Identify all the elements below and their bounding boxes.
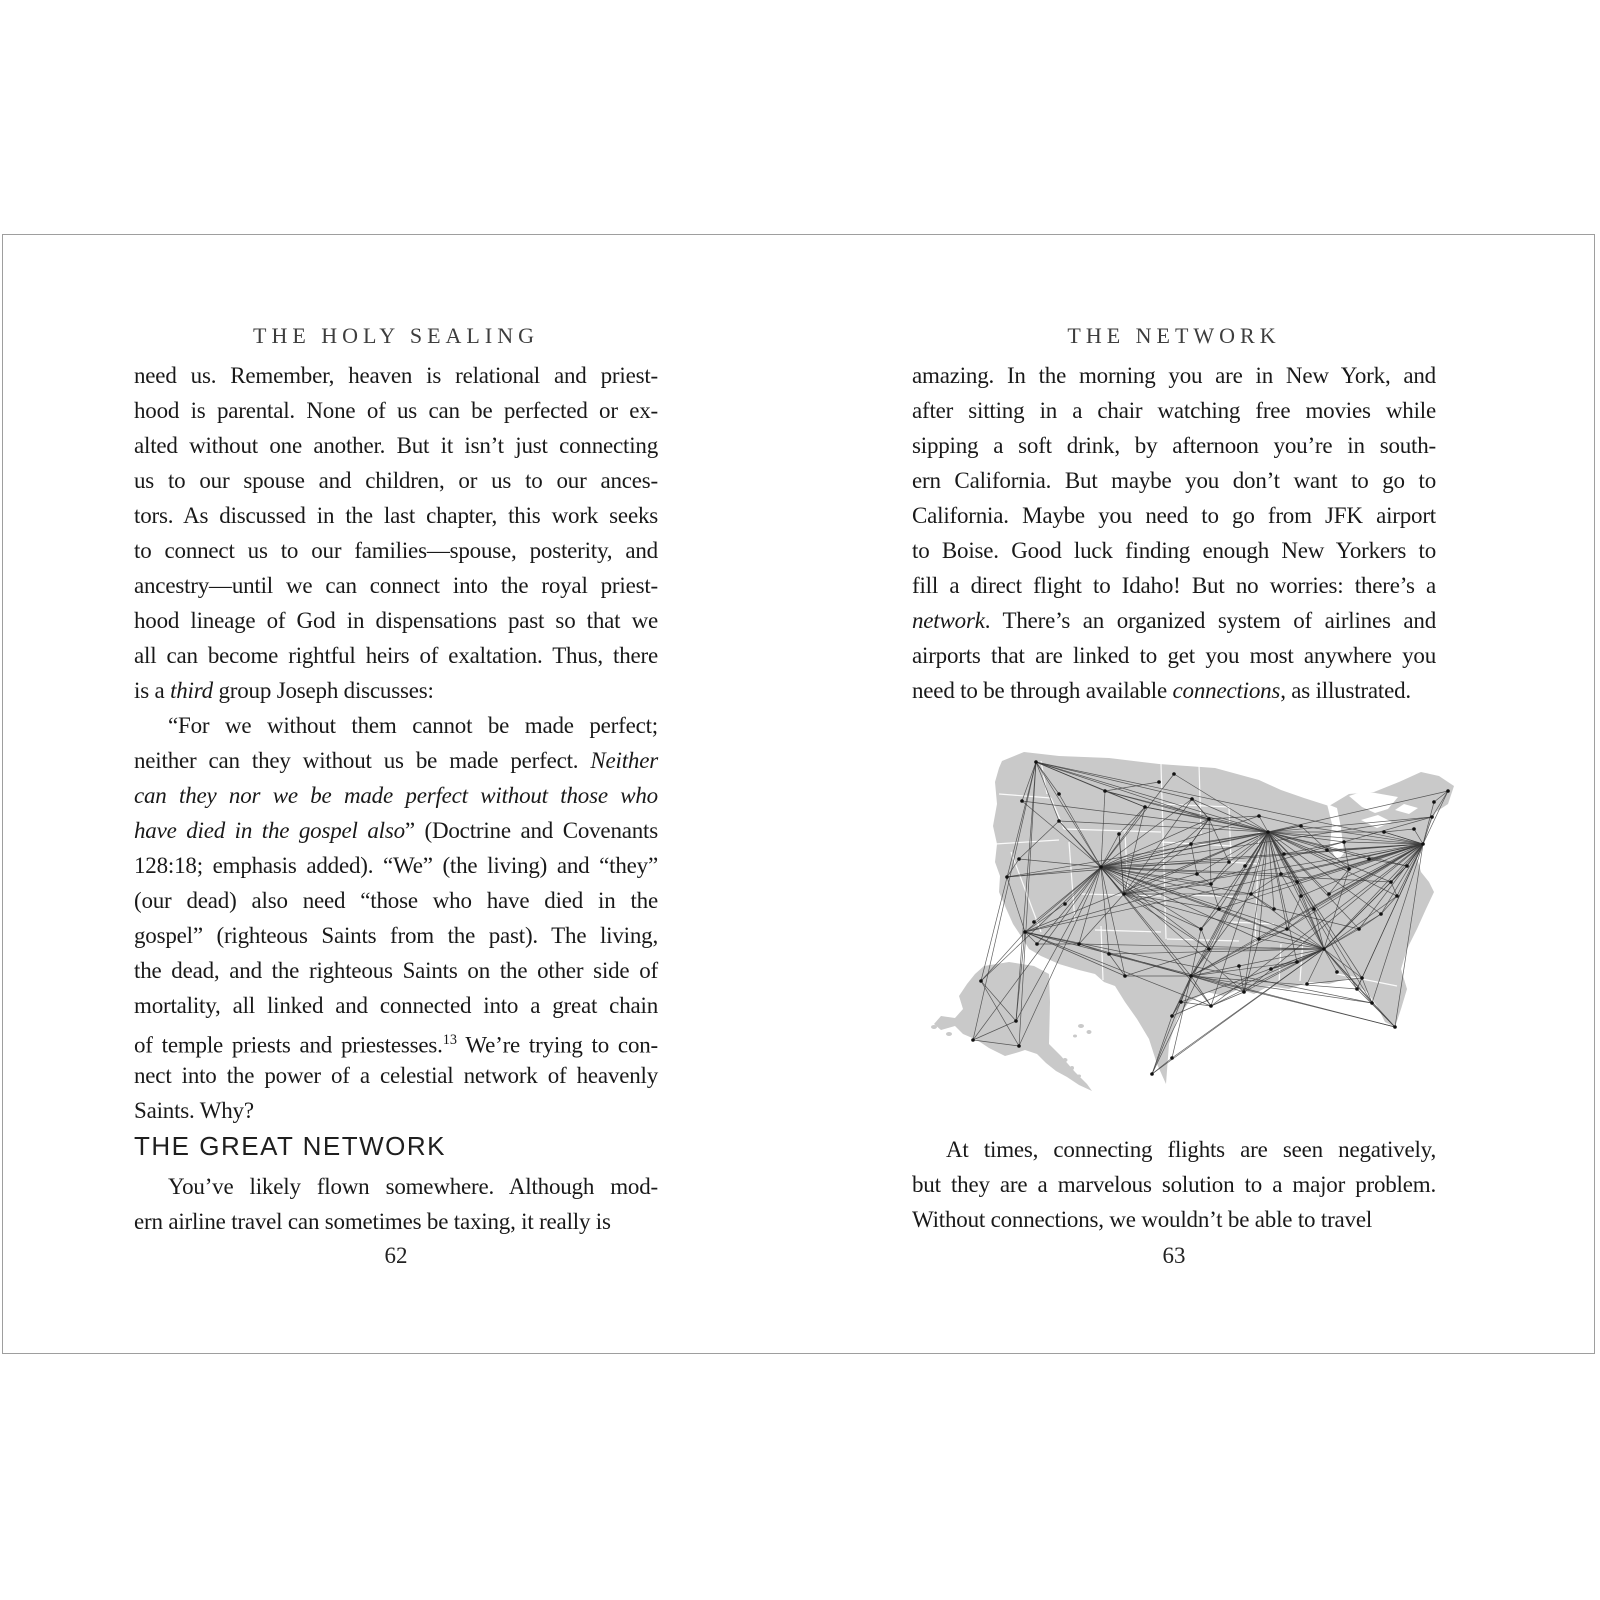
- airport-dot: [1327, 892, 1331, 896]
- text-line: amazing. In the morning you are in New York, and: [912, 363, 1436, 388]
- airport-dot: [1389, 880, 1393, 884]
- airport-dot: [1382, 830, 1386, 834]
- text-line: the dead, and the righteous Saints on the other side of: [134, 958, 658, 983]
- left-page-body: [134, 358, 658, 1239]
- airport-dot: [1077, 942, 1081, 946]
- text-line: ern airline travel can sometimes be taxing, it really is: [134, 1209, 611, 1234]
- airport-dot: [1285, 927, 1289, 931]
- island: [1063, 1058, 1068, 1062]
- airport-dot: [1207, 947, 1211, 951]
- alaska-shape: [934, 962, 1092, 1091]
- airport-dot: [1207, 817, 1211, 821]
- airport-dot: [1122, 892, 1126, 896]
- airport-dot: [1170, 1056, 1174, 1060]
- airport-dot: [1299, 824, 1303, 828]
- island: [1087, 1030, 1092, 1034]
- left-body-lines-after-heading: [134, 1169, 658, 1239]
- airport-dot: [1117, 832, 1121, 836]
- text-line: need to be through available connections, as illustrated.: [912, 678, 1411, 703]
- airport-dot: [1412, 827, 1416, 831]
- text-line: mortality, all linked and connected into a great chain: [134, 993, 658, 1018]
- airport-dot: [971, 1038, 975, 1042]
- airport-dot: [1237, 964, 1241, 968]
- right-page-number: 63: [1162, 1243, 1186, 1268]
- airport-dot: [1017, 857, 1021, 861]
- airport-dot: [1295, 960, 1299, 964]
- island: [931, 1025, 937, 1029]
- airport-dot: [1421, 842, 1425, 846]
- text-line: have died in the gospel also” (Doctrine and Covenants: [134, 818, 658, 843]
- text-line: us to our spouse and children, or us to our ances-: [134, 468, 658, 493]
- airport-dot: [1370, 1001, 1374, 1005]
- airport-dot: [1143, 805, 1147, 809]
- text-line: after sitting in a chair watching free movies while: [912, 398, 1436, 423]
- text-line: alted without one another. But it isn’t just connecting: [134, 433, 658, 458]
- text-line: is a third group Joseph discusses:: [134, 678, 434, 703]
- airport-dot: [1360, 976, 1364, 980]
- airport-dot: [1395, 894, 1399, 898]
- text-line: At times, connecting flights are seen negatively,: [946, 1137, 1436, 1162]
- airport-dot: [1249, 892, 1253, 896]
- airport-dot: [1017, 1044, 1021, 1048]
- airport-dot: [1355, 987, 1359, 991]
- island: [1070, 1066, 1074, 1070]
- airport-dot: [1020, 799, 1024, 803]
- airport-dot: [1299, 894, 1303, 898]
- island: [1078, 1024, 1084, 1028]
- text-line: of temple priests and priestesses.$^{13}$ We’re trying to con-: [134, 1032, 659, 1058]
- airport-dot: [1023, 930, 1027, 934]
- right-body-lines-below-map: [912, 1132, 1436, 1237]
- airport-dot: [1393, 1025, 1397, 1029]
- text-line: all can become rightful heirs of exaltation. Thus, there: [134, 643, 658, 668]
- airport-dot: [1057, 819, 1061, 823]
- airport-dot: [1099, 865, 1103, 869]
- airport-dot: [1179, 1000, 1183, 1004]
- airport-dot: [1430, 815, 1434, 819]
- text-line: ern California. But maybe you don’t want to go to: [912, 468, 1436, 493]
- airport-dot: [1405, 864, 1409, 868]
- airport-dot: [1063, 902, 1067, 906]
- us-flight-network-svg: [929, 734, 1489, 1121]
- text-line: neither can they without us be made perfect. Neither: [134, 748, 658, 773]
- airport-dot: [1322, 947, 1326, 951]
- airport-dot: [1257, 814, 1261, 818]
- text-line: “For we without them cannot be made perfect;: [168, 713, 658, 738]
- text-line: sipping a soft drink, by afternoon you’re in south-: [912, 433, 1436, 458]
- airport-dot: [1005, 875, 1009, 879]
- text-line: California. Maybe you need to go from JFK airport: [912, 503, 1436, 528]
- island: [1073, 1035, 1077, 1038]
- right-page-body: [912, 358, 1436, 708]
- text-line: 128:18; emphasis added). “We” (the living) and “they”: [134, 853, 658, 878]
- airport-dot: [1279, 872, 1283, 876]
- airport-dot: [1123, 974, 1127, 978]
- airport-dot: [1195, 872, 1199, 876]
- island: [1077, 1075, 1081, 1078]
- airport-dot: [1266, 830, 1270, 834]
- text-line: (our dead) also need “those who have died in the: [134, 888, 658, 913]
- airport-dot: [1227, 860, 1231, 864]
- airport-dot: [1209, 882, 1213, 886]
- left-page-header: THE HOLY SEALING: [253, 323, 539, 348]
- text-line: nect into the power of a celestial network of heavenly: [134, 1063, 658, 1088]
- airport-dot: [1243, 864, 1247, 868]
- airport-dot: [1199, 927, 1203, 931]
- airport-dot: [1157, 780, 1161, 784]
- airport-dot: [1189, 842, 1193, 846]
- text-line: to connect us to our families—spouse, posterity, and: [134, 538, 658, 563]
- text-line: hood lineage of God in dispensations past so that we: [134, 608, 658, 633]
- airport-dot: [1367, 857, 1371, 861]
- airport-dot: [1032, 920, 1036, 924]
- island: [946, 1032, 952, 1036]
- airport-dot: [1257, 937, 1261, 941]
- airport-dot: [1305, 982, 1309, 986]
- airport-dot: [1014, 1019, 1018, 1023]
- text-line: need us. Remember, heaven is relational and priest-: [134, 363, 658, 388]
- airport-dot: [1347, 867, 1351, 871]
- airport-dot: [1379, 912, 1383, 916]
- airport-dot: [1057, 792, 1061, 796]
- text-line: Without connections, we wouldn’t be able to travel: [912, 1207, 1373, 1232]
- text-line: tors. As discussed in the last chapter, this work seeks: [134, 503, 658, 528]
- airport-dot: [1446, 789, 1450, 793]
- airport-dot: [979, 979, 983, 983]
- text-line: fill a direct flight to Idaho! But no worries: there’s a: [912, 573, 1436, 598]
- airport-dot: [1107, 952, 1111, 956]
- airport-dot: [1035, 942, 1039, 946]
- text-line: hood is parental. None of us can be perfected or ex-: [134, 398, 658, 423]
- text-line: can they nor we be made perfect without those who: [134, 783, 658, 808]
- left-body-lines: [134, 358, 658, 1128]
- airport-dot: [1150, 1072, 1154, 1076]
- airport-dot: [1272, 907, 1276, 911]
- airport-dot: [1172, 772, 1176, 776]
- airport-dot: [1190, 797, 1194, 801]
- text-line: gospel” (righteous Saints from the past). The living,: [134, 923, 658, 948]
- right-page-header: THE NETWORK: [1067, 323, 1281, 348]
- text-line: to Boise. Good luck finding enough New Yorkers to: [912, 538, 1436, 563]
- airport-dot: [1282, 852, 1286, 856]
- text-line: but they are a marvelous solution to a major problem.: [912, 1172, 1436, 1197]
- airport-dot: [1325, 848, 1329, 852]
- airport-dot: [1432, 800, 1436, 804]
- right-page-body-below-map: [912, 1132, 1436, 1237]
- airport-dot: [1269, 967, 1273, 971]
- section-heading: THE GREAT NETWORK: [134, 1131, 446, 1161]
- airport-dot: [1103, 789, 1107, 793]
- text-line: Saints. Why?: [134, 1098, 254, 1123]
- book-sheet: [2, 234, 1595, 1354]
- airport-dot: [1335, 970, 1339, 974]
- right-body-lines: [912, 358, 1436, 708]
- flight-network-map: [929, 734, 1489, 1121]
- airport-dot: [1342, 840, 1346, 844]
- airport-dot: [1295, 880, 1299, 884]
- airport-dot: [1170, 1014, 1174, 1018]
- text-line: network. There’s an organized system of airlines and: [912, 608, 1436, 633]
- airport-dot: [1242, 990, 1246, 994]
- airport-dot: [1312, 907, 1316, 911]
- text-line: You’ve likely flown somewhere. Although mod-: [168, 1174, 658, 1199]
- airport-dot: [1217, 907, 1221, 911]
- left-page-number: 62: [384, 1243, 408, 1268]
- text-line: ancestry—until we can connect into the royal priest-: [134, 573, 658, 598]
- airport-dot: [1189, 974, 1193, 978]
- airport-dot: [1209, 1004, 1213, 1008]
- text-line: airports that are linked to get you most anywhere you: [912, 643, 1436, 668]
- airport-dot: [1034, 760, 1038, 764]
- airport-dot: [1357, 927, 1361, 931]
